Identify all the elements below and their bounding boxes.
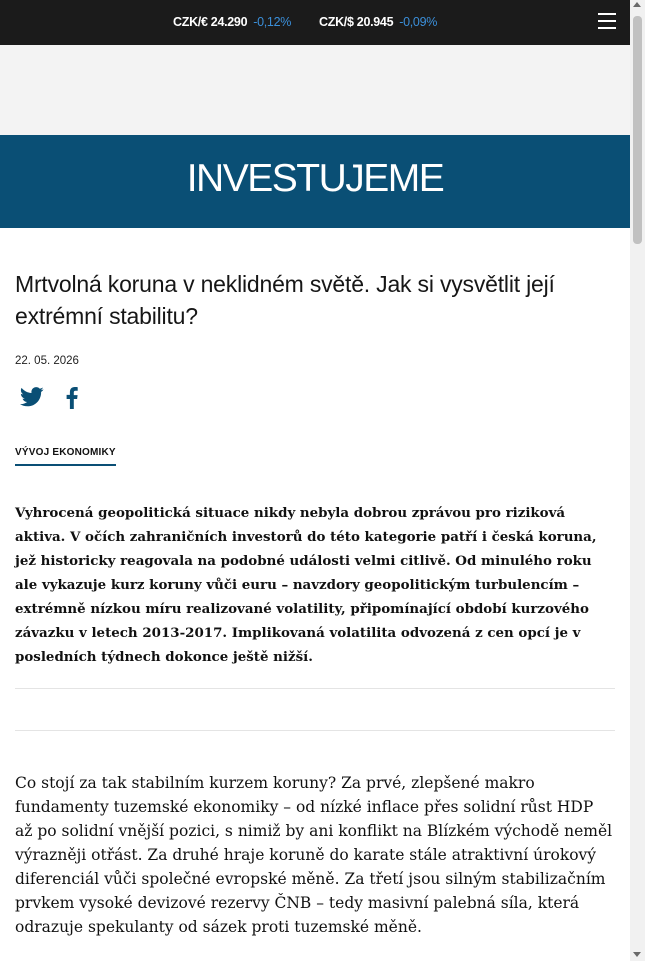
scroll-up-arrow-icon[interactable] bbox=[633, 2, 641, 7]
article-date: 22. 05. 2026 bbox=[15, 355, 79, 367]
ad-space bbox=[0, 45, 630, 135]
facebook-icon[interactable] bbox=[66, 387, 78, 409]
rate-usd-label: CZK/$ 20.945 bbox=[319, 15, 394, 29]
banner-title: INVESTUJEME bbox=[186, 157, 444, 200]
scroll-down-arrow-icon[interactable] bbox=[633, 952, 641, 957]
category-link[interactable]: VÝVOJ EKONOMIKY bbox=[15, 447, 116, 466]
article-headline: Mrtvolná koruna v neklidném světě. Jak si vysvětlit její extrémní stabilitu? bbox=[15, 271, 555, 329]
rate-eur-label: CZK/€ 24.290 bbox=[173, 15, 248, 29]
hamburger-icon[interactable] bbox=[598, 13, 616, 31]
rate-eur bbox=[173, 15, 291, 29]
scroll-thumb[interactable] bbox=[633, 16, 642, 244]
divider bbox=[15, 688, 615, 689]
rate-usd-change: -0,09% bbox=[399, 15, 438, 29]
scrollbar[interactable] bbox=[630, 0, 645, 961]
divider bbox=[15, 730, 615, 731]
share-bar bbox=[20, 387, 78, 409]
twitter-icon[interactable] bbox=[20, 387, 44, 407]
article-paragraph: Co stojí za tak stabilním kurzem koruny? Za prvé, zlepšené makro fundamenty tuzemské ekonomiky – od nízké inflace přes solidní růst HDP až po solidní vnější pozici, s nimiž by ani konflikt na Blízkém východě neměl výrazněji otřást. Za druhé hraje koruně do karate stále atraktivní úrokový diferenciál vůči společné evropské měně. Za třetí jsou silným stabilizačním prvkem vysoké devizové rezervy ČNB – tedy masivní palebná síla, která odrazuje spekulanty od sázek proti tuzemské měně. bbox=[15, 774, 613, 936]
top-bar bbox=[0, 0, 630, 45]
section-banner[interactable] bbox=[0, 135, 630, 228]
rate-eur-change: -0,12% bbox=[253, 15, 292, 29]
article-lead: Vyhrocená geopolitická situace nikdy nebyla dobrou zprávou pro riziková aktiva. V očích zahraničních investorů do této kategorie patří i česká koruna, jež historicky reagovala na podobné události velmi citlivě. Od minulého roku ale vykazuje kurz koruny vůči euru – navzdory geopolitickým turbulencím – extrémně nízkou míru realizované volatility, připomínající období kurzového závazku v letech 2013-2017. Implikovaná volatilita odvozená z cen opcí je v posledních týdnech dokonce ještě nižší. bbox=[15, 505, 597, 665]
rate-usd bbox=[319, 15, 437, 29]
